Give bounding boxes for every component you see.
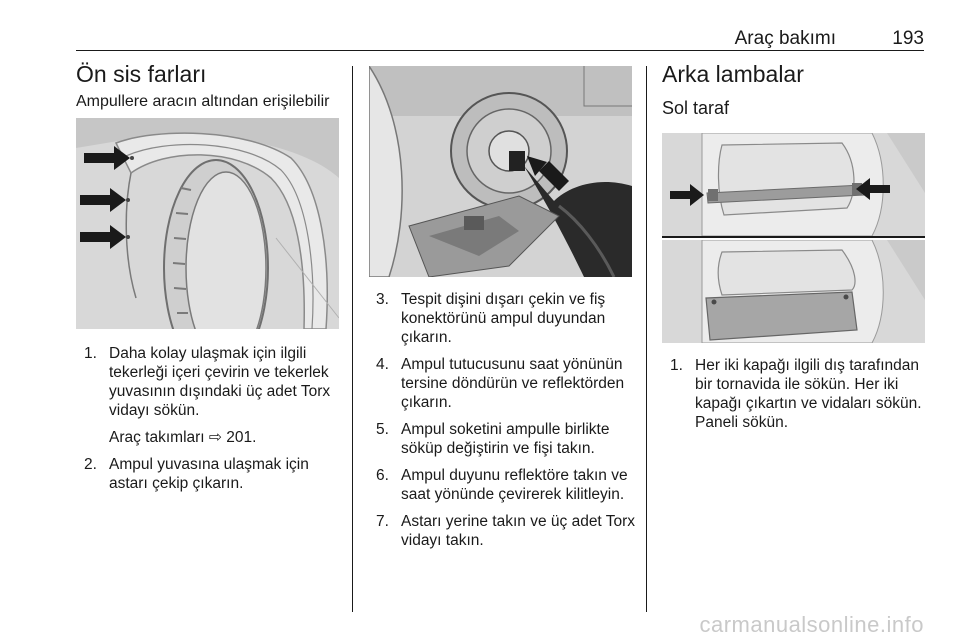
list-item: 7. Astarı yerine takın ve üç adet Torx vidayı takın. — [376, 513, 636, 549]
column-divider-left — [352, 66, 353, 612]
fog-lights-heading: Ön sis farları — [76, 61, 207, 87]
list-item: 5. Ampul soketini ampulle birlikte söküp değiştirin ve fişi takın. — [376, 421, 610, 457]
left-column — [76, 60, 342, 112]
left-side-subheading: Sol taraf — [662, 98, 730, 118]
fog-lights-subtitle: Ampullere aracın altından erişilebilir — [76, 93, 330, 110]
left-steps-list — [84, 344, 346, 501]
list-item: 1. Daha kolay ulaşmak için ilgili tekerleği içeri çevirin ve tekerlek yuvasının dışındaki üç adet Torx vidayı sökün. Araç takımları ⇨ 201. — [84, 344, 346, 447]
list-item: 6. Ampul duyunu reflektöre takın ve saat yönünde çevirerek kilitleyin. — [376, 467, 628, 503]
bulb-holder-illustration — [369, 66, 632, 277]
page-number: 193 — [892, 28, 924, 49]
fog-light-wheel-illustration — [76, 118, 339, 329]
column-divider-right — [646, 66, 647, 612]
right-steps-list — [670, 356, 932, 440]
page-header — [76, 28, 924, 51]
list-item: 2. Ampul yuvasına ulaşmak için astarı çekip çıkarın. — [84, 456, 309, 492]
middle-steps-list — [376, 290, 638, 558]
image-divider — [662, 236, 925, 238]
list-item: 3. Tespit dişini dışarı çekin ve fiş konektörünü ampul duyundan çıkarın. — [376, 291, 606, 346]
section-title: Araç bakımı — [734, 28, 836, 49]
tool-reference: Araç takımları ⇨ 201. — [109, 429, 257, 446]
list-item: 4. Ampul tutucusunu saat yönünün tersine döndürün ve reflektörden çıkarın. — [376, 356, 625, 411]
rear-lights-heading: Arka lambalar — [662, 61, 804, 87]
rear-panel-illustration-bottom — [662, 240, 925, 343]
right-column — [662, 60, 924, 120]
rear-panel-illustration-top — [662, 133, 925, 236]
list-item: 1. Her iki kapağı ilgili dış tarafından bir tornavida ile sökün. Her iki kapağı çıkartın ve vidaları sökün. Paneli sökün. — [670, 357, 922, 431]
watermark: carmanualsonline.info — [699, 612, 924, 637]
